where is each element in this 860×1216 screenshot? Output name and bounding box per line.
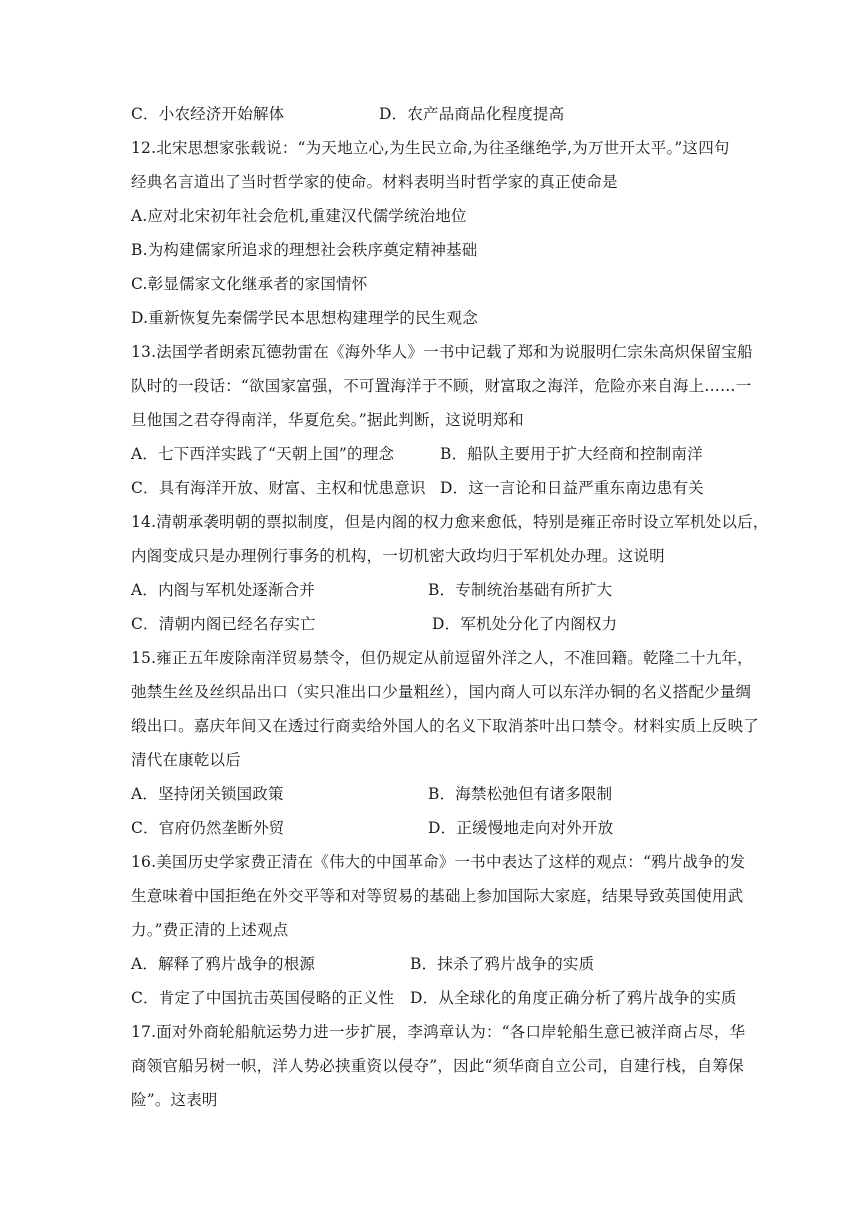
q13-option-a: A．七下西洋实践了“天朝上国”的理念	[131, 445, 395, 463]
q15-option-b: B．海禁松弛但有诸多限制	[428, 785, 613, 803]
q13-stem-line-1: 13.法国学者朗索瓦德勃雷在《海外华人》一书中记载了郑和为说服明仁宗朱高炽保留宝船	[131, 343, 753, 361]
q12-option-b: B.为构建儒家所追求的理想社会秩序奠定精神基础	[131, 241, 478, 259]
q16-option-d: D．从全球化的角度正确分析了鸦片战争的实质	[410, 989, 737, 1007]
q11-option-c: C．小农经济开始解体	[131, 105, 285, 123]
q12-stem-line-2: 经典名言道出了当时哲学家的使命。材料表明当时哲学家的真正使命是	[131, 173, 618, 191]
q14-stem-line-2: 内阁变成只是办理例行事务的机构，一切机密大政均归于军机处办理。这说明	[131, 547, 665, 565]
q14-stem-line-1: 14.清朝承袭明朝的票拟制度，但是内阁的权力愈来愈低，特别是雍正帝时设立军机处以后，	[131, 513, 769, 531]
q17-stem-line-3: 险”。这表明	[131, 1091, 218, 1109]
q14-option-b: B．专制统治基础有所扩大	[428, 581, 613, 599]
q14-option-d: D．军机处分化了内阁权力	[432, 615, 618, 633]
q15-stem-line-4: 清代在康乾以后	[131, 751, 241, 769]
q13-option-d: D．这一言论和日益严重东南边患有关	[440, 479, 704, 497]
q15-stem-line-3: 缎出口。嘉庆年间又在透过行商卖给外国人的名义下取消茶叶出口禁令。材料实质上反映了	[131, 717, 760, 735]
q13-stem-line-3: 旦他国之君夺得南洋，华夏危矣。”据此判断，这说明郑和	[131, 411, 524, 429]
q17-stem-line-1: 17.面对外商轮船航运势力进一步扩展，李鸿章认为：“各口岸轮船生意已被洋商占尽，华	[131, 1023, 746, 1041]
q13-stem-line-2: 队时的一段话：“欲国家富强，不可置海洋于不顾，财富取之海洋，危险亦来自海上……一	[131, 377, 752, 395]
q15-option-d: D．正缓慢地走向对外开放	[428, 819, 614, 837]
q16-option-a: A．解释了鸦片战争的根源	[131, 955, 316, 973]
q16-option-b: B．抹杀了鸦片战争的实质	[410, 955, 595, 973]
q15-option-c: C．官府仍然垄断外贸	[131, 819, 285, 837]
q12-option-c: C.彰显儒家文化继承者的家国情怀	[131, 275, 368, 293]
q12-option-d: D.重新恢复先秦儒学民本思想构建理学的民生观念	[131, 309, 478, 327]
q16-stem-line-2: 生意味着中国拒绝在外交平等和对等贸易的基础上参加国际大家庭，结果导致英国使用武	[131, 887, 744, 905]
q17-stem-line-2: 商领官船另树一帜，洋人势必挟重资以侵夺”，因此“须华商自立公司，自建行栈，自筹保	[131, 1057, 744, 1075]
q14-option-c: C．清朝内阁已经名存实亡	[131, 615, 316, 633]
q16-stem-line-3: 力。”费正清的上述观点	[131, 921, 289, 939]
q15-option-a: A．坚持闭关锁国政策	[131, 785, 284, 803]
q13-option-c: C．具有海洋开放、财富、主权和忧患意识	[131, 479, 426, 497]
q12-stem-line-1: 12.北宋思想家张载说：“为天地立心,为生民立命,为往圣继绝学,为万世开太平。”这四句	[131, 139, 730, 157]
q11-option-d: D．农产品商品化程度提高	[379, 105, 565, 123]
q14-option-a: A．内阁与军机处逐渐合并	[131, 581, 316, 599]
q16-option-c: C．肯定了中国抗击英国侵略的正义性	[131, 989, 395, 1007]
q15-stem-line-2: 弛禁生丝及丝织品出口（实只准出口少量粗丝），国内商人可以东洋办铜的名义搭配少量绸	[131, 683, 752, 701]
q16-stem-line-1: 16.美国历史学家费正清在《伟大的中国革命》一书中表达了这样的观点：“鸦片战争的发	[131, 853, 746, 871]
q13-option-b: B．船队主要用于扩大经商和控制南洋	[440, 445, 703, 463]
q15-stem-line-1: 15.雍正五年废除南洋贸易禁令，但仍规定从前逗留外洋之人，不准回籍。乾隆二十九年，	[131, 649, 753, 667]
q12-option-a: A.应对北宋初年社会危机,重建汉代儒学统治地位	[131, 207, 467, 225]
